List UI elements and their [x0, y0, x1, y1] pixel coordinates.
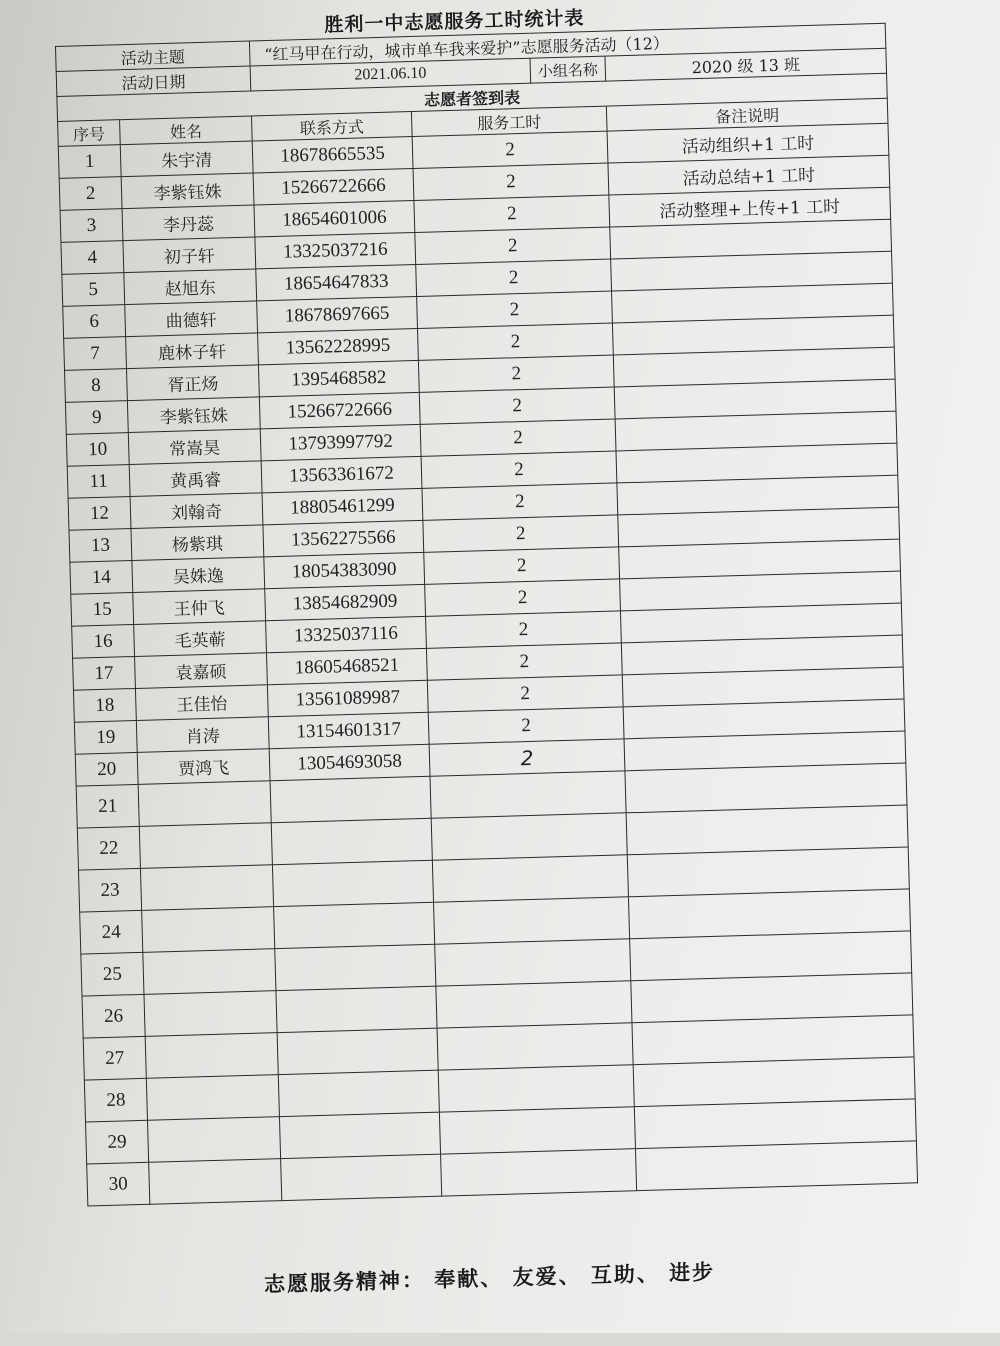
column-header-no: 序号: [58, 120, 121, 147]
volunteer-name: 初子轩: [123, 237, 256, 273]
volunteer-name: [142, 907, 275, 953]
volunteer-name: 李紫钰姝: [121, 173, 254, 209]
contact-phone: [271, 818, 432, 864]
row-index: 12: [68, 497, 131, 531]
remark: [635, 1141, 917, 1191]
volunteer-name: 朱宇清: [120, 141, 253, 177]
row-index: 20: [75, 752, 138, 786]
service-hours: 2: [419, 387, 615, 424]
contact-phone: 13325037116: [266, 616, 427, 652]
row-index: 3: [60, 209, 123, 243]
contact-phone: 15266722666: [259, 392, 420, 428]
service-hours: 2: [417, 291, 613, 328]
service-hours: [436, 981, 632, 1028]
table-body: [55, 23, 917, 1206]
contact-phone: 13561089987: [267, 680, 428, 716]
service-hours: 2: [418, 355, 614, 392]
service-hours: 2: [424, 547, 620, 584]
row-index: 11: [67, 465, 130, 499]
contact-phone: 18678697665: [257, 296, 418, 332]
remark: 活动整理+上传+1 工时: [609, 187, 891, 227]
contact-phone: 18654647833: [256, 264, 417, 300]
service-hours: 2: [426, 643, 622, 680]
column-header-phone: 联系方式: [252, 112, 413, 141]
row-index: 6: [63, 305, 126, 339]
contact-phone: [278, 1070, 439, 1116]
volunteer-name: [144, 991, 277, 1037]
service-hours: [435, 939, 631, 986]
service-hours: [430, 771, 626, 818]
group-label: 小组名称: [530, 56, 606, 83]
volunteer-name: 常嵩昊: [128, 429, 261, 465]
contact-phone: [277, 1028, 438, 1074]
remark: 活动组织+1 工时: [607, 123, 889, 163]
service-hours: 2: [412, 131, 608, 168]
contact-phone: 1395468582: [258, 360, 419, 396]
row-index: 16: [72, 624, 135, 658]
column-header-name: 姓名: [120, 116, 253, 145]
volunteer-name: 刘翰奇: [130, 493, 263, 529]
contact-phone: 13562275566: [263, 520, 424, 556]
row-index: 25: [81, 952, 144, 996]
service-hours: 2: [427, 675, 623, 712]
contact-phone: 13563361672: [261, 456, 422, 492]
service-hours: [434, 897, 630, 944]
row-index: 22: [77, 826, 140, 870]
row-index: 7: [64, 337, 127, 371]
service-hours: 2: [421, 451, 617, 488]
row-index: 18: [73, 688, 136, 722]
volunteer-name: 肖涛: [136, 717, 269, 753]
row-index: 4: [61, 241, 124, 275]
volunteer-name: [149, 1159, 282, 1205]
date-label: 活动日期: [56, 66, 251, 96]
volunteer-name: 袁嘉硕: [135, 653, 268, 689]
contact-phone: 13054693058: [269, 744, 430, 780]
volunteer-name: [140, 865, 273, 911]
service-hours: 2: [418, 323, 614, 360]
contact-phone: [274, 902, 435, 948]
contact-phone: 13154601317: [268, 712, 429, 748]
service-hours: 2: [423, 515, 619, 552]
volunteer-name: 贾鸿飞: [137, 749, 270, 785]
service-hours: 2: [416, 259, 612, 296]
volunteer-name: 李紫钰姝: [127, 397, 260, 433]
contact-phone: 13854682909: [265, 584, 426, 620]
row-index: 14: [70, 561, 133, 595]
document-title: 胜利一中志愿服务工时统计表: [324, 7, 585, 37]
contact-phone: [270, 776, 431, 822]
topic-value: “红马甲在行动，城市单车我来爱护”志愿服务活动（12）: [249, 23, 885, 66]
contact-phone: 18678665535: [252, 137, 413, 173]
date-value: 2021.06.10: [250, 58, 531, 91]
service-hours: 2: [420, 419, 616, 456]
row-index: 2: [59, 177, 122, 211]
signin-title: 志愿者签到表: [57, 73, 887, 121]
volunteer-name: 曲德轩: [125, 301, 258, 337]
service-hours: [432, 855, 628, 902]
service-hours: 2: [428, 707, 624, 744]
service-hours: 2: [426, 611, 622, 648]
volunteer-name: 李丹蕊: [122, 205, 255, 241]
contact-phone: 15266722666: [253, 169, 414, 205]
service-hours: 2: [413, 163, 609, 200]
contact-phone: 13325037216: [255, 232, 416, 268]
service-hours: 2: [425, 579, 621, 616]
service-spirit-footer: 志愿服务精神： 奉献、 友爱、 互助、 进步: [263, 1260, 716, 1297]
contact-phone: [275, 944, 436, 990]
volunteer-name: [139, 823, 272, 869]
volunteer-name: [146, 1075, 279, 1121]
row-index: 23: [78, 868, 141, 912]
volunteer-name: 王佳怡: [135, 685, 268, 721]
volunteer-name: 杨紫琪: [131, 525, 264, 561]
volunteer-name: [138, 781, 271, 827]
remark: 活动总结+1 工时: [608, 155, 890, 195]
volunteer-name: [143, 949, 276, 995]
row-index: 24: [80, 910, 143, 954]
volunteer-hours-table: [55, 23, 918, 1207]
column-header-hours: 服务工时: [411, 106, 607, 136]
row-index: 15: [71, 593, 134, 627]
volunteer-name: [145, 1033, 278, 1079]
row-index: 9: [65, 401, 128, 435]
row-index: 28: [84, 1078, 147, 1122]
row-index: 27: [83, 1036, 146, 1080]
row-index: 19: [74, 720, 137, 754]
row-index: 8: [65, 369, 128, 403]
contact-phone: [276, 986, 437, 1032]
contact-phone: [281, 1154, 442, 1200]
row-index: 17: [73, 656, 136, 690]
service-hours: [439, 1107, 635, 1154]
service-hours: 2: [422, 483, 618, 520]
volunteer-name: 毛英蕲: [134, 621, 267, 657]
row-index: 26: [82, 994, 145, 1038]
contact-phone: [279, 1112, 440, 1158]
service-hours: 2: [415, 227, 611, 264]
group-value: 2020 级 13 班: [605, 48, 887, 81]
contact-phone: [272, 860, 433, 906]
column-header-note: 备注说明: [606, 98, 888, 131]
row-index: 1: [58, 145, 121, 179]
volunteer-name: 吴姝逸: [132, 557, 265, 593]
service-hours: 2: [429, 739, 625, 776]
row-index: 29: [86, 1120, 149, 1164]
service-hours: [438, 1065, 634, 1112]
contact-phone: 18054383090: [264, 552, 425, 588]
topic-label: 活动主题: [55, 41, 250, 71]
document-sheet: [14, 0, 931, 1346]
service-hours: [437, 1023, 633, 1070]
row-index: 30: [87, 1162, 150, 1206]
row-index: 21: [76, 784, 139, 828]
row-index: 13: [69, 529, 132, 563]
volunteer-name: 王仲飞: [133, 589, 266, 625]
service-hours: [431, 813, 627, 860]
volunteer-name: 赵旭东: [124, 269, 257, 305]
volunteer-name: [147, 1117, 280, 1163]
volunteer-name: 胥正炀: [127, 365, 260, 401]
row-index: 10: [66, 433, 129, 467]
service-hours: [441, 1149, 637, 1196]
contact-phone: 13793997792: [260, 424, 421, 460]
row-index: 5: [62, 273, 125, 307]
contact-phone: 18654601006: [254, 201, 415, 237]
contact-phone: 13562228995: [258, 328, 419, 364]
volunteer-name: 黄禹睿: [129, 461, 262, 497]
volunteer-name: 鹿林子轩: [126, 333, 259, 369]
contact-phone: 18605468521: [267, 648, 428, 684]
service-hours: 2: [414, 195, 610, 232]
contact-phone: 18805461299: [262, 488, 423, 524]
